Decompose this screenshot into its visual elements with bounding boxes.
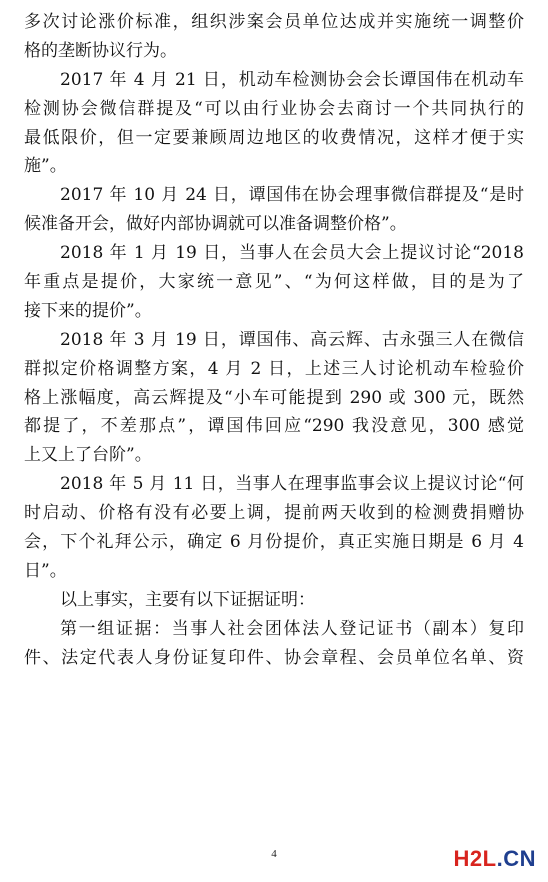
text-line: 2017 年 4 月 21 日，机动车检测协会会长谭国伟在机动车: [60, 69, 524, 90]
document-body: [24, 8, 524, 672]
text-line: 施”。: [24, 156, 67, 177]
text-line: 2018 年 5 月 11 日，当事人在理事监事会议上提议讨论“何: [60, 474, 524, 495]
watermark-dot: .: [496, 846, 504, 871]
text-line: 时启动、价格有没有必要上调，提前两天收到的检测费捐赠协: [24, 503, 524, 524]
text-line: 件、法定代表人身份证复印件、协会章程、会员单位名单、资: [24, 647, 524, 668]
watermark-main-text: H2L: [453, 846, 497, 871]
text-line: 最低限价，但一定要兼顾周边地区的收费情况，这样才便于实: [24, 127, 524, 148]
text-line: 以上事实，主要有以下证据证明：: [60, 589, 315, 610]
site-watermark-logo: [454, 846, 536, 872]
text-line: 上又上了台阶”。: [24, 445, 152, 466]
text-line: 候准备开会，做好内部协调就可以准备调整价格”。: [24, 214, 407, 235]
text-line: 群拟定价格调整方案，4 月 2 日，上述三人讨论机动车检验价: [24, 358, 524, 379]
text-line: 2018 年 1 月 19 日，当事人在会员大会上提议讨论“2018: [60, 243, 524, 264]
text-line: 年重点是提价，大家统一意见”、“为何这样做，目的是为了: [24, 272, 524, 293]
text-line: 都提了，不差那点”，谭国伟回应“290 我没意见，300 感觉: [24, 416, 524, 437]
text-line: 日”。: [24, 560, 67, 581]
text-line: 2017 年 10 月 24 日，谭国伟在协会理事微信群提及“是时: [60, 185, 524, 206]
text-line: 会，下个礼拜公示，确定 6 月份提价，真正实施日期是 6 月 4: [24, 532, 524, 553]
text-line: 检测协会微信群提及“可以由行业协会去商讨一个共同执行的: [24, 98, 524, 119]
text-line: 2018 年 3 月 19 日，谭国伟、高云辉、古永强三人在微信: [60, 329, 524, 350]
watermark-tld-text: CN: [503, 846, 536, 871]
text-line: 格上涨幅度，高云辉提及“小车可能提到 290 或 300 元，既然: [24, 387, 524, 408]
text-line: 接下来的提价”。: [24, 300, 152, 321]
text-line: 多次讨论涨价标准，组织涉案会员单位达成并实施统一调整价: [24, 12, 524, 32]
page-number: 4: [271, 848, 277, 860]
text-line: 格的垄断协议行为。: [24, 40, 177, 61]
text-line: 第一组证据：当事人社会团体法人登记证书（副本）复印: [60, 618, 524, 639]
